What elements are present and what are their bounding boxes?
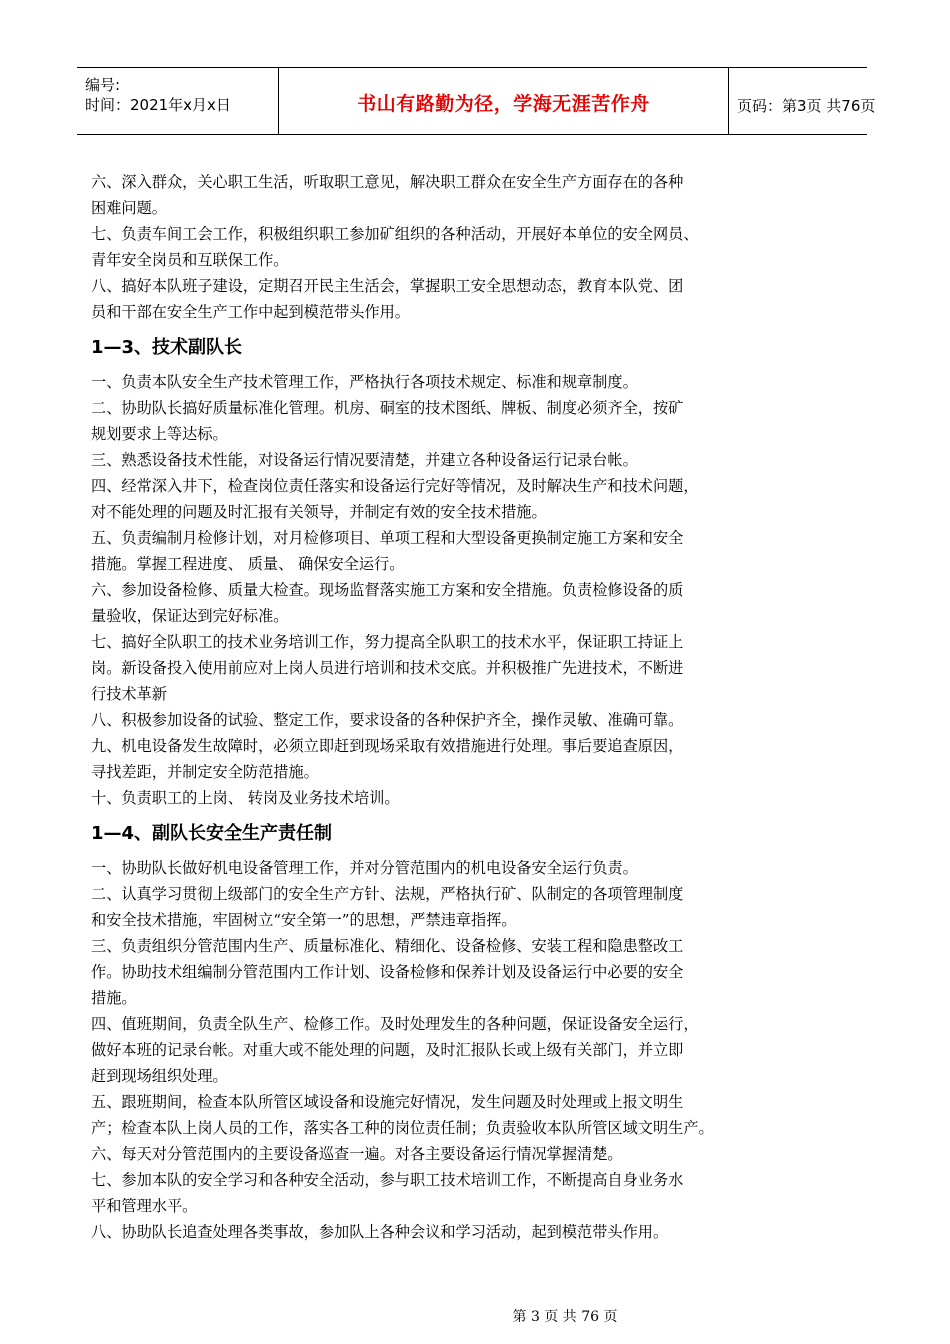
motto: 书山有路勤为径，学海无涯苦作舟 [357, 93, 650, 115]
document-number-label: 编号: [85, 76, 121, 94]
paragraph-line: 七、搞好全队职工的技术业务培训工作，努力提高全队职工的技术水平，保证职工持证上 [91, 633, 684, 651]
paragraph-line: 作。协助技术组编制分管范围内工作计划、设备检修和保养计划及设备运行中必要的安全 [91, 963, 684, 981]
paragraph-line: 规划要求上等达标。 [91, 425, 228, 443]
paragraph-line: 六、深入群众，关心职工生活，听取职工意见，解决职工群众在安全生产方面存在的各种 [91, 173, 684, 191]
paragraph-line: 困难问题。 [91, 199, 167, 217]
paragraph-line: 员和干部在安全生产工作中起到模范带头作用。 [91, 303, 410, 321]
paragraph-line: 量验收，保证达到完好标准。 [91, 607, 289, 625]
paragraph-line: 四、值班期间，负责全队生产、检修工作。及时处理发生的各种问题，保证设备安全运行， [91, 1015, 699, 1033]
paragraph-line: 三、负责组织分管范围内生产、质量标准化、精细化、设备检修、安装工程和隐患整改工 [91, 937, 684, 955]
paragraph-line: 一、负责本队安全生产技术管理工作，严格执行各项技术规定、标准和规章制度。 [91, 373, 638, 391]
paragraph-line: 产；检查本队上岗人员的工作，落实各工种的岗位责任制；负责验收本队所管区域文明生产。 [91, 1119, 714, 1137]
paragraph-line: 八、搞好本队班子建设，定期召开民主生活会，掌握职工安全思想动态，教育本队党、团 [91, 277, 684, 295]
header-right-cell [729, 68, 876, 134]
paragraph-line: 六、参加设备检修、质量大检查。现场监督落实施工方案和安全措施。负责检修设备的质 [91, 581, 684, 599]
section-heading: 1—3、技术副队长 [91, 337, 243, 358]
paragraph-line: 四、经常深入井下，检查岗位责任落实和设备运行完好等情况，及时解决生产和技术问题， [91, 477, 699, 495]
paragraph-line: 措施。掌握工程进度、 质量、 确保安全运行。 [91, 555, 405, 573]
paragraph-line: 七、负责车间工会工作，积极组织职工参加矿组织的各种活动，开展好本单位的安全网员、 [91, 225, 699, 243]
paragraph-line: 九、机电设备发生故障时，必须立即赶到现场采取有效措施进行处理。事后要追查原因， [91, 737, 684, 755]
paragraph-line: 行技术革新 [91, 685, 167, 703]
paragraph-line: 二、协助队长搞好质量标准化管理。机房、硐室的技术图纸、牌板、制度必须齐全，按矿 [91, 399, 684, 417]
paragraph-line: 赶到现场组织处理。 [91, 1067, 228, 1085]
paragraph-line: 七、参加本队的安全学习和各种安全活动，参与职工技术培训工作，不断提高自身业务水 [91, 1171, 684, 1189]
page-info: 页码：第3页 共76页 [737, 97, 876, 115]
header-table [77, 67, 876, 135]
paragraph-line: 平和管理水平。 [91, 1197, 198, 1215]
paragraph-line: 八、协助队长追查处理各类事故，参加队上各种会议和学习活动，起到模范带头作用。 [91, 1223, 669, 1241]
paragraph-line: 措施。 [91, 989, 137, 1007]
document-date: 时间：2021年x月x日 [85, 96, 231, 114]
header-center-cell [279, 68, 729, 134]
paragraph-line: 十、负责职工的上岗、 转岗及业务技术培训。 [91, 789, 400, 807]
paragraph-line: 对不能处理的问题及时汇报有关领导，并制定有效的安全技术措施。 [91, 503, 547, 521]
page-footer: 第 3 页 共 76 页 [512, 1309, 618, 1325]
paragraph-line: 八、积极参加设备的试验、整定工作，要求设备的各种保护齐全，操作灵敏、准确可靠。 [91, 711, 684, 729]
header-left-cell [77, 68, 279, 134]
paragraph-line: 五、跟班期间，检查本队所管区域设备和设施完好情况，发生问题及时处理或上报文明生 [91, 1093, 684, 1111]
section-heading: 1—4、副队长安全生产责任制 [91, 823, 333, 844]
paragraph-line: 岗。新设备投入使用前应对上岗人员进行培训和技术交底。并积极推广先进技术，不断进 [91, 659, 684, 677]
paragraph-line: 一、协助队长做好机电设备管理工作，并对分管范围内的机电设备安全运行负责。 [91, 859, 638, 877]
paragraph-line: 二、认真学习贯彻上级部门的安全生产方针、法规，严格执行矿、队制定的各项管理制度 [91, 885, 684, 903]
paragraph-line: 寻找差距，并制定安全防范措施。 [91, 763, 319, 781]
paragraph-line: 和安全技术措施，牢固树立“安全第一”的思想，严禁违章指挥。 [91, 911, 517, 929]
paragraph-line: 六、每天对分管范围内的主要设备巡查一遍。对各主要设备运行情况掌握清楚。 [91, 1145, 623, 1163]
paragraph-line: 五、负责编制月检修计划，对月检修项目、单项工程和大型设备更换制定施工方案和安全 [91, 529, 684, 547]
paragraph-line: 青年安全岗员和互联保工作。 [91, 251, 289, 269]
paragraph-line: 三、熟悉设备技术性能，对设备运行情况要清楚，并建立各种设备运行记录台帐。 [91, 451, 638, 469]
paragraph-line: 做好本班的记录台帐。对重大或不能处理的问题，及时汇报队长或上级有关部门，并立即 [91, 1041, 684, 1059]
